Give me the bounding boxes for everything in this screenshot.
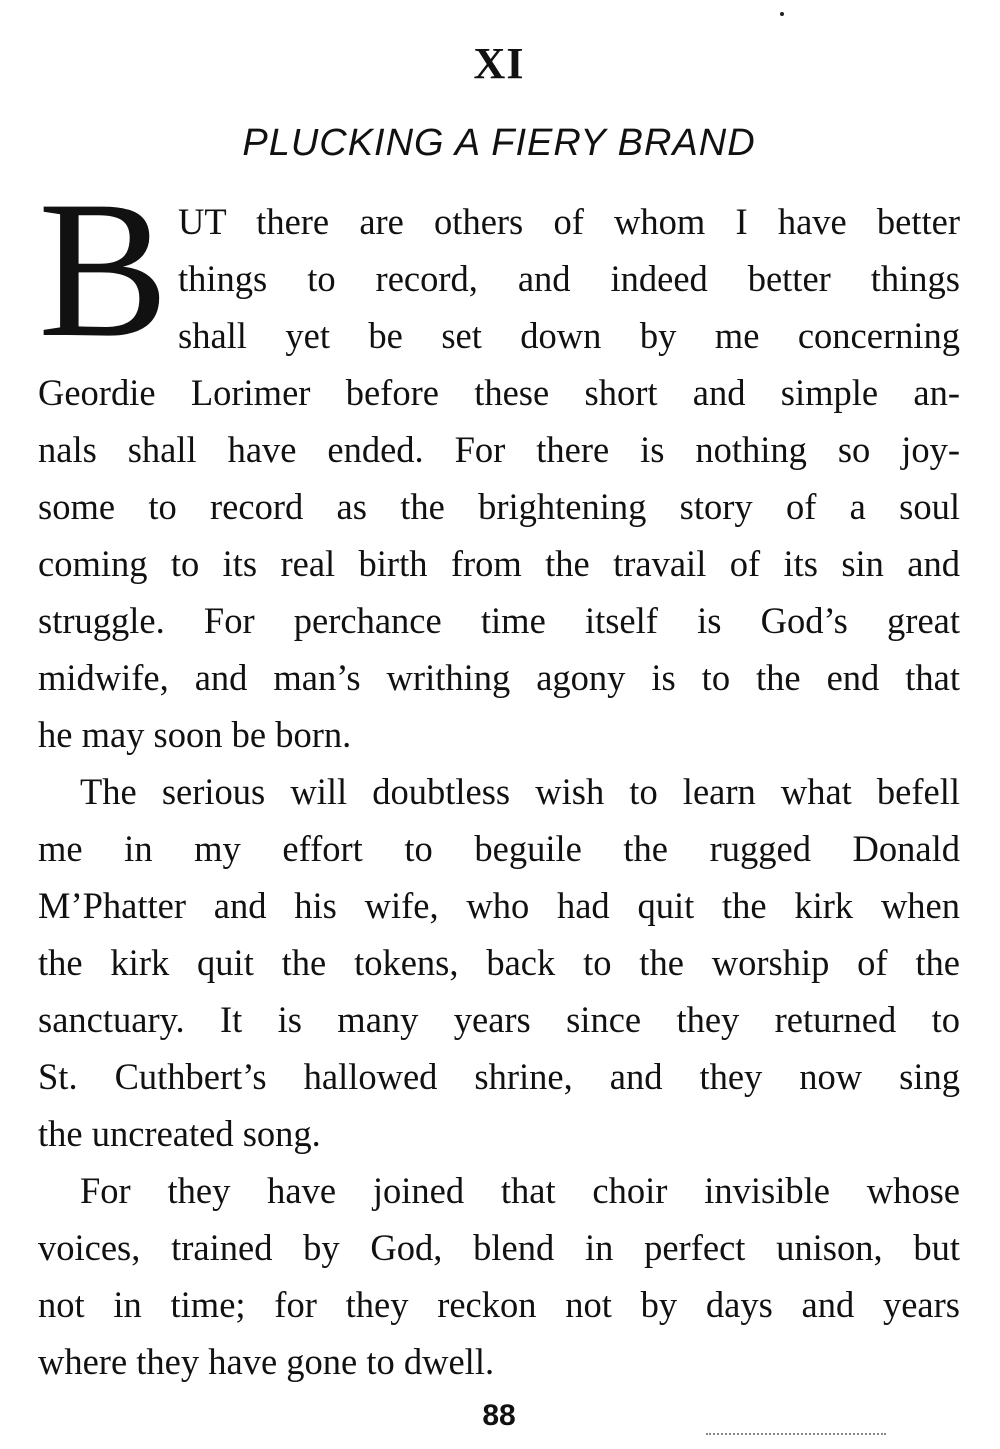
- page-number: 88: [482, 1399, 516, 1432]
- print-speck: [780, 12, 784, 16]
- text-line: M’Phatter and his wife, who had quit the kirk when: [38, 885, 960, 926]
- chapter-number: XI: [473, 39, 525, 88]
- text-line: where they have gone to dwell.: [38, 1341, 495, 1382]
- text-line: coming to its real birth from the travail of its sin and: [38, 543, 960, 584]
- text-line: the uncreated song.: [38, 1113, 321, 1154]
- text-line: The serious will doubtless wish to learn what befell: [80, 771, 960, 812]
- text-line: voices, trained by God, blend in perfect unison, but: [38, 1227, 960, 1268]
- text-line: he may soon be born.: [38, 714, 352, 755]
- text-line: For they have joined that choir invisible whose: [80, 1170, 960, 1211]
- text-line: St. Cuthbert’s hallowed shrine, and they now sing: [38, 1056, 960, 1097]
- text-line: me in my effort to beguile the rugged Donald: [38, 828, 960, 869]
- text-line: struggle. For perchance time itself is God’s great: [38, 600, 960, 641]
- text-line: some to record as the brightening story of a soul: [38, 486, 960, 527]
- print-marks: [706, 1433, 886, 1439]
- text-line: midwife, and man’s writhing agony is to the end that: [38, 657, 960, 698]
- text-line: the kirk quit the tokens, back to the worship of the: [38, 942, 960, 983]
- text-line: not in time; for they reckon not by days and years: [38, 1284, 960, 1325]
- text-line: UT there are others of whom I have better: [178, 201, 960, 242]
- drop-cap: B: [38, 161, 169, 378]
- text-line: things to record, and indeed better things: [178, 258, 960, 299]
- text-line: sanctuary. It is many years since they returned to: [38, 999, 960, 1040]
- chapter-title: PLUCKING A FIERY BRAND: [242, 122, 756, 164]
- book-page: [38, 0, 960, 1449]
- text-line: nals shall have ended. For there is nothing so joy-: [38, 429, 960, 470]
- text-line: Geordie Lorimer before these short and simple an-: [38, 372, 960, 413]
- text-line: shall yet be set down by me concerning: [178, 315, 960, 356]
